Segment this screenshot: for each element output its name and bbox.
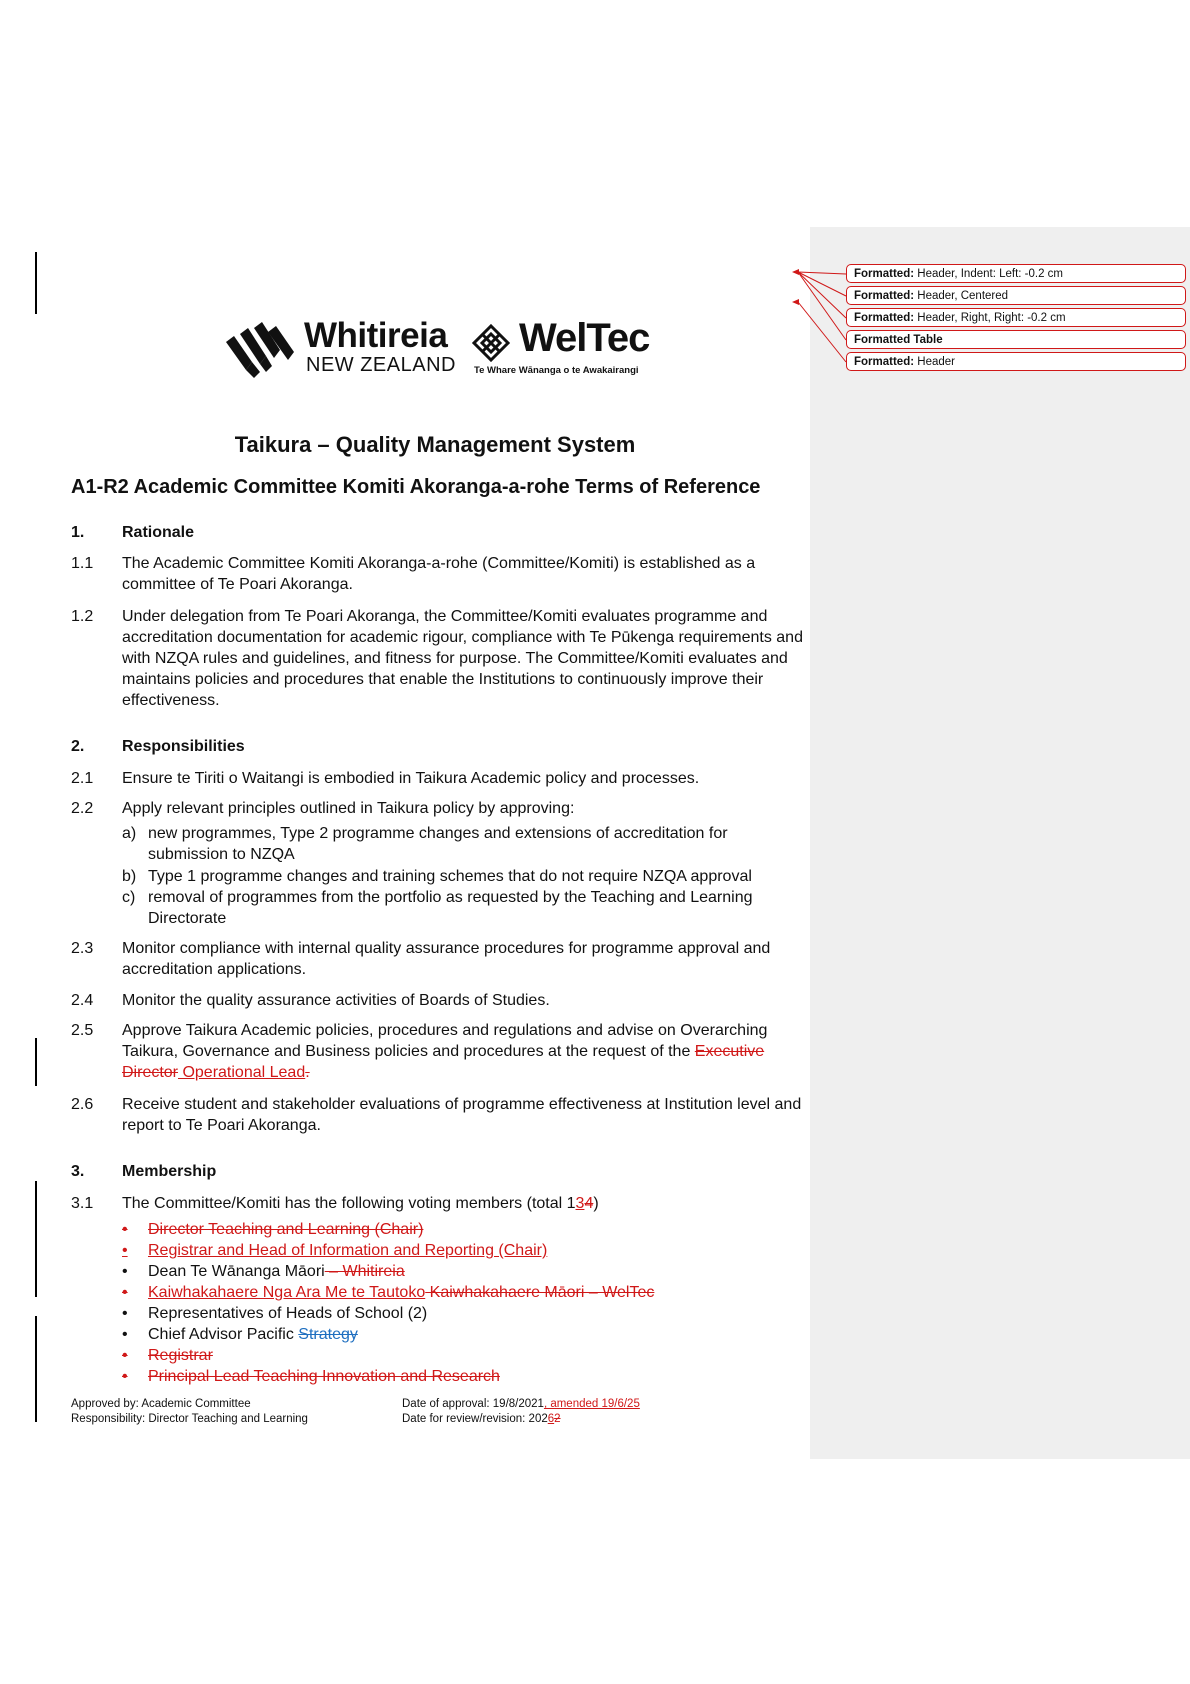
clause-number: 2.4 <box>71 992 94 1009</box>
sub-clause-text: Type 1 programme changes and training schemes that do not require NZQA approval <box>148 868 752 885</box>
clause-text: Apply relevant principles outlined in Taikura policy by approving: <box>122 800 575 817</box>
clause-number: 2.3 <box>71 940 94 957</box>
clause-text: Ensure te Tiriti o Waitangi is embodied in Taikura Academic policy and processes. <box>122 770 700 787</box>
weltec-logo-icon <box>472 324 510 362</box>
footer-responsibility: Responsibility: Director Teaching and Learning <box>71 1413 308 1425</box>
clause-text: Under delegation from Te Poari Akoranga, the Committee/Komiti evaluates programme and accreditation documentation for academic rigour, compliance with Te Pūkenga requirements and with NZQA rules and guidelines, and fitness for purpose. The Committee/Komiti evaluates and maintains policies and procedures that enable the Institutions to continuously improve their effectiveness. <box>122 608 803 709</box>
tracked-insertion: Kaiwhakahaere Nga Ara Me te Tautoko <box>148 1284 426 1301</box>
section-title: Rationale <box>122 524 195 541</box>
paragraph <box>71 938 811 980</box>
clause-text: Receive student and stakeholder evaluations of programme effectiveness at Institution level and report to Te Poari Akoranga. <box>122 1096 802 1134</box>
member-text-run: Chief Advisor Pacific <box>148 1326 299 1343</box>
page-title: Taikura – Quality Management System <box>234 432 636 457</box>
clause-number: 2.5 <box>71 1022 94 1039</box>
tracked-deletion: . <box>305 1064 310 1081</box>
comment-balloon[interactable]: Formatted Table <box>846 330 1186 349</box>
member-list-item <box>122 1366 500 1387</box>
clause-number: 2.2 <box>71 800 94 817</box>
clause-text <box>122 1020 811 1083</box>
date-approval-text: Date of approval: 19/8/2021 <box>402 1398 544 1410</box>
document-title: A1-R2 Academic Committee Komiti Akoranga-a-rohe Terms of Reference <box>71 476 761 498</box>
member-list-item <box>122 1324 358 1345</box>
tracked-deletion: – Whitireia <box>324 1263 405 1280</box>
clause-text-run: The Committee/Komiti has the following voting members (total 1 <box>122 1195 576 1212</box>
header-logos <box>226 316 650 382</box>
paragraph <box>71 798 811 819</box>
clause-text-run: ) <box>593 1195 599 1212</box>
tracked-deletion: Registrar <box>148 1347 213 1364</box>
bullet-icon: • <box>122 1305 128 1322</box>
section-heading <box>71 524 194 542</box>
footer-date-review <box>402 1412 561 1427</box>
bullet-icon: • <box>122 1284 128 1301</box>
weltec-subtitle: Te Whare Wānanga o te Awakairangi <box>474 365 639 376</box>
member-list-item <box>122 1219 423 1240</box>
tracked-deletion: Executive Director <box>122 1043 765 1081</box>
member-text <box>148 1261 405 1282</box>
paragraph <box>71 1193 811 1214</box>
sub-clause <box>122 823 762 865</box>
paragraph <box>71 553 811 595</box>
sub-clause-text: removal of programmes from the portfolio as requested by the Teaching and Learning Directorate <box>148 889 753 927</box>
tracked-insertion: 6 <box>547 1413 555 1425</box>
paragraph <box>71 606 811 711</box>
section-number: 3. <box>71 1163 85 1180</box>
sub-clause-letter: c) <box>122 889 136 906</box>
clause-number: 2.1 <box>71 770 94 787</box>
tracked-deletion: Principal Lead Teaching Innovation and Research <box>148 1368 500 1385</box>
change-bar <box>35 1038 37 1086</box>
clause-text: Monitor compliance with internal quality assurance procedures for programme approval and accreditation applications. <box>122 940 771 978</box>
comment-balloon[interactable]: Formatted: Header, Centered <box>846 286 1186 305</box>
member-list-item <box>122 1240 547 1261</box>
tracked-insertion: Operational Lead <box>178 1064 306 1081</box>
bullet-icon: • <box>122 1242 128 1259</box>
member-text: Representatives of Heads of School (2) <box>148 1305 428 1322</box>
paragraph <box>71 1094 811 1136</box>
member-text <box>148 1282 654 1303</box>
bullet-icon: • <box>122 1368 128 1385</box>
section-title: Membership <box>122 1163 217 1180</box>
markup-area <box>810 227 1190 1459</box>
tracked-insertion: Registrar and Head of Information and Reporting (Chair) <box>148 1242 548 1259</box>
tracked-deletion: Director Teaching and Learning (Chair) <box>148 1221 424 1238</box>
bullet-icon: • <box>122 1347 128 1364</box>
section-number: 1. <box>71 524 85 541</box>
clause-text <box>122 1193 811 1214</box>
sub-clause <box>122 866 762 887</box>
tracked-insertion: 3 <box>575 1195 585 1212</box>
clause-number: 3.1 <box>71 1195 94 1212</box>
tracked-deletion: Strategy <box>298 1326 358 1343</box>
sub-clause-text: new programmes, Type 2 programme changes and extensions of accreditation for submission to NZQA <box>148 825 728 863</box>
change-bar <box>35 252 37 314</box>
date-review-text: Date for review/revision: 202 <box>402 1413 548 1425</box>
bullet-icon: • <box>122 1326 128 1343</box>
change-bar <box>35 1316 37 1422</box>
clause-text: The Academic Committee Komiti Akoranga-a-rohe (Committee/Komiti) is established as a committee of Te Poari Akoranga. <box>122 555 756 593</box>
bullet-icon: • <box>122 1221 128 1238</box>
member-list-item <box>122 1282 654 1303</box>
sub-clause-letter: b) <box>122 868 137 885</box>
bullet-icon: • <box>122 1263 128 1280</box>
comment-connectors <box>790 262 850 372</box>
clause-number: 1.1 <box>71 555 94 572</box>
whitireia-name: Whitireia <box>304 316 448 355</box>
tracked-deletion: 2 <box>554 1413 561 1425</box>
tracked-insertion: , amended 19/6/25 <box>543 1398 640 1410</box>
comment-balloon[interactable]: Formatted: Header, Right, Right: -0.2 cm <box>846 308 1186 327</box>
section-title: Responsibilities <box>122 738 245 755</box>
footer-approved-by: Approved by: Academic Committee <box>71 1398 251 1410</box>
footer-date-approval <box>402 1397 640 1412</box>
sub-clause <box>122 887 762 929</box>
section-heading <box>71 738 245 756</box>
tracked-deletion: Kaiwhakahaere Māori – WelTec <box>425 1284 655 1301</box>
member-text-run: Dean Te Wānanga Māori <box>148 1263 325 1280</box>
whitireia-subtitle: NEW ZEALAND <box>306 354 456 376</box>
member-list-item <box>122 1261 405 1282</box>
change-bar <box>35 1181 37 1297</box>
comment-balloon[interactable]: Formatted: Header <box>846 352 1186 371</box>
member-list-item <box>122 1303 427 1324</box>
member-list-item <box>122 1345 213 1366</box>
clause-number: 1.2 <box>71 608 94 625</box>
tracked-deletion: 4 <box>584 1195 594 1212</box>
member-text <box>148 1324 358 1345</box>
weltec-name: WelTec <box>519 316 650 360</box>
clause-text-run: Approve Taikura Academic policies, procedures and regulations and advise on Overarching Taikura, Governance and Business policies and procedures at the request of the <box>122 1022 768 1060</box>
paragraph <box>71 1020 811 1083</box>
section-number: 2. <box>71 738 85 755</box>
comment-balloon[interactable]: Formatted: Header, Indent: Left: -0.2 cm <box>846 264 1186 283</box>
whitireia-logo-icon <box>226 322 298 378</box>
sub-clause-letter: a) <box>122 825 137 842</box>
paragraph <box>71 990 811 1011</box>
clause-text: Monitor the quality assurance activities of Boards of Studies. <box>122 992 550 1009</box>
section-heading <box>71 1163 216 1181</box>
clause-number: 2.6 <box>71 1096 94 1113</box>
paragraph <box>71 768 811 789</box>
